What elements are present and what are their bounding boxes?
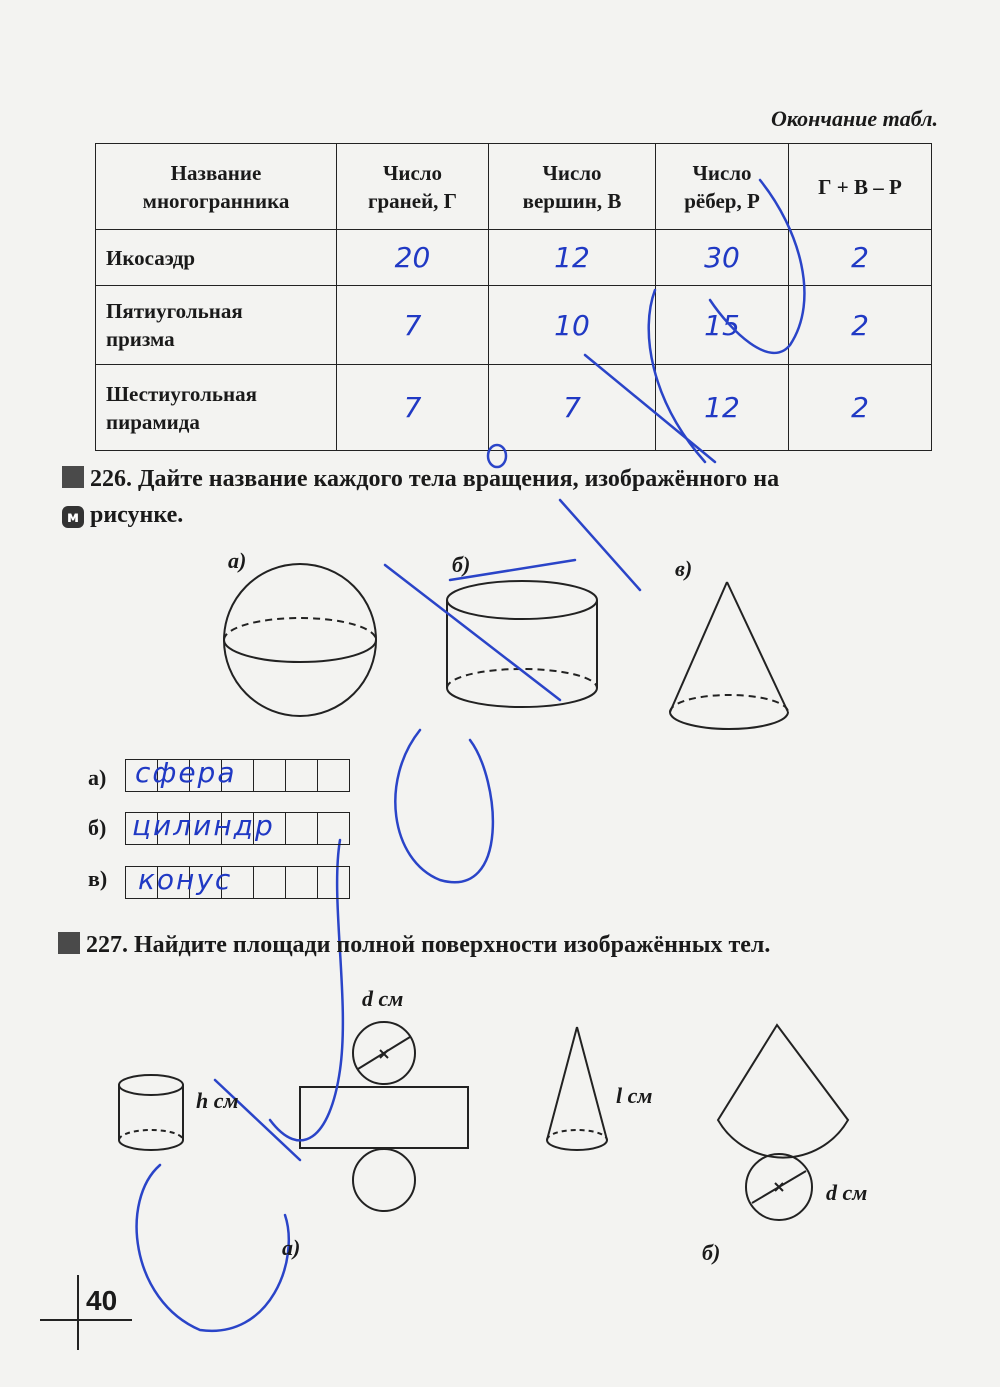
dimension-h: h см xyxy=(196,1088,239,1113)
header-vertices: Число вершин, В xyxy=(489,144,656,230)
cell-vertices[interactable]: 7 xyxy=(489,365,656,451)
answer-text-b: цилиндр xyxy=(132,809,275,842)
cell-euler[interactable]: 2 xyxy=(789,286,932,365)
cylinder-figure xyxy=(447,581,597,707)
handwritten-scribbles xyxy=(137,180,805,1331)
cell-faces[interactable]: 7 xyxy=(337,365,489,451)
dimension-d: d см xyxy=(362,986,404,1011)
figure-label-b: б) xyxy=(452,552,471,577)
method-badge-icon: м xyxy=(62,506,84,528)
answer-label-b: б) xyxy=(88,815,107,840)
cell-euler[interactable]: 2 xyxy=(789,230,932,286)
dimension-d2: d см xyxy=(826,1180,868,1205)
sphere-figure xyxy=(224,564,376,716)
answer-text-a: сфера xyxy=(135,756,237,789)
figure-label-a: а) xyxy=(228,548,247,573)
header-faces: Число граней, Г xyxy=(337,144,489,230)
task-226-header: 226. Дайте название каждого тела вращения, изображённого на xyxy=(62,466,942,493)
cell-edges[interactable]: 15 xyxy=(656,286,789,365)
cone-figure xyxy=(670,582,788,729)
cell-vertices[interactable]: 12 xyxy=(489,230,656,286)
answer-label-v: в) xyxy=(88,866,108,891)
small-cylinder-figure xyxy=(119,1075,183,1150)
cell-faces[interactable]: 7 xyxy=(337,286,489,365)
task-227-header: 227. Найдите площади полной поверхности изображённых тел. xyxy=(58,932,958,959)
answer-text-v: конус xyxy=(138,863,233,896)
cell-faces[interactable]: 20 xyxy=(337,230,489,286)
row-name: Пятиугольная призма xyxy=(96,286,337,365)
header-edges: Число рёбер, Р xyxy=(656,144,789,230)
cell-edges[interactable]: 30 xyxy=(656,230,789,286)
page-number: 40 xyxy=(86,1285,118,1316)
task-226-header-line2: м рисунке. xyxy=(62,502,183,529)
tall-cone-figure xyxy=(547,1027,607,1150)
dimension-l: l см xyxy=(616,1083,653,1108)
figure-label-227b: б) xyxy=(702,1240,721,1265)
task-square-icon xyxy=(58,932,80,954)
figure-label-227a: а) xyxy=(282,1235,301,1260)
cell-euler[interactable]: 2 xyxy=(789,365,932,451)
header-euler: Г + В – Р xyxy=(789,144,932,230)
header-name: Название многогранника xyxy=(96,144,337,230)
row-name: Шестиугольная пирамида xyxy=(96,365,337,451)
cell-edges[interactable]: 12 xyxy=(656,365,789,451)
cell-vertices[interactable]: 10 xyxy=(489,286,656,365)
figure-label-v: в) xyxy=(675,556,693,581)
row-name: Икосаэдр xyxy=(96,230,337,286)
cylinder-net-figure xyxy=(300,1022,468,1211)
answer-label-a: а) xyxy=(88,765,107,790)
table-continuation-note: Окончание табл. xyxy=(770,106,938,131)
